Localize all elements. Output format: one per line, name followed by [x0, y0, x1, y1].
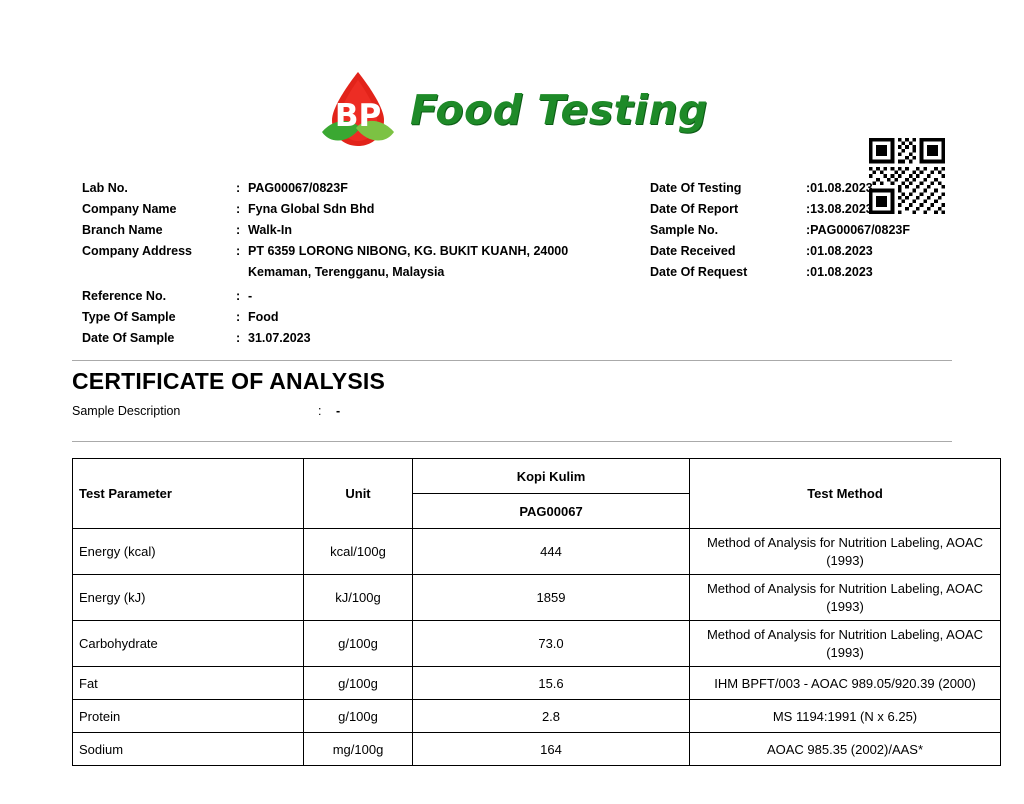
- cell-parameter: Energy (kJ): [73, 575, 304, 621]
- info-colon: :: [236, 244, 241, 258]
- column-header-test-parameter: Test Parameter: [73, 459, 304, 529]
- table-header-row: [73, 459, 1001, 494]
- info-label-type-of-sample: Type Of Sample: [82, 310, 176, 324]
- info-label-date-of-sample: Date Of Sample: [82, 331, 175, 345]
- document-header: [0, 60, 1024, 170]
- cell-parameter: Sodium: [73, 733, 304, 766]
- bp-droplet-leaf-icon: [312, 70, 404, 156]
- cell-parameter: Protein: [73, 700, 304, 733]
- divider-bottom: [72, 441, 952, 442]
- cell-parameter: Energy (kcal): [73, 529, 304, 575]
- results-table-body: [73, 529, 1001, 766]
- cell-result: 73.0: [413, 621, 690, 667]
- info-label-company-address: Company Address: [82, 244, 192, 258]
- cell-parameter: Fat: [73, 667, 304, 700]
- column-header-sample-code: PAG00067: [413, 494, 690, 529]
- info-value-date-of-report: :13.08.2023: [806, 202, 873, 216]
- info-value-company-address-line2: Kemaman, Terengganu, Malaysia: [248, 265, 445, 279]
- cell-result: 1859: [413, 575, 690, 621]
- cell-unit: g/100g: [304, 667, 413, 700]
- table-row: [73, 700, 1001, 733]
- sample-description-colon: :: [318, 404, 322, 418]
- logo-text: Food Testing: [410, 86, 708, 134]
- table-row: [73, 733, 1001, 766]
- results-table: [72, 458, 1001, 766]
- cell-unit: g/100g: [304, 700, 413, 733]
- info-label-sample-no: Sample No.: [650, 223, 719, 237]
- info-value-reference-no: -: [248, 289, 253, 303]
- cell-unit: mg/100g: [304, 733, 413, 766]
- cell-method: Method of Analysis for Nutrition Labeling, AOAC (1993): [690, 529, 1001, 575]
- cell-unit: kcal/100g: [304, 529, 413, 575]
- cell-method: MS 1194:1991 (N x 6.25): [690, 700, 1001, 733]
- info-colon: :: [236, 331, 241, 345]
- info-colon: :: [236, 310, 241, 324]
- info-label-reference-no: Reference No.: [82, 289, 167, 303]
- cell-method: AOAC 985.35 (2002)/AAS*: [690, 733, 1001, 766]
- info-colon: :: [236, 202, 241, 216]
- cell-method: IHM BPFT/003 - AOAC 989.05/920.39 (2000): [690, 667, 1001, 700]
- info-label-date-of-testing: Date Of Testing: [650, 181, 742, 195]
- cell-method: Method of Analysis for Nutrition Labeling, AOAC (1993): [690, 621, 1001, 667]
- cell-result: 444: [413, 529, 690, 575]
- divider-top: [72, 360, 952, 361]
- table-row: [73, 575, 1001, 621]
- page-title: CERTIFICATE OF ANALYSIS: [72, 368, 385, 394]
- info-colon: :: [236, 181, 241, 195]
- svg-text:BP: BP: [334, 98, 382, 134]
- cell-result: 15.6: [413, 667, 690, 700]
- info-label-date-received: Date Received: [650, 244, 736, 258]
- info-value-date-of-testing: :01.08.2023: [806, 181, 873, 195]
- info-value-lab-no: PAG00067/0823F: [248, 181, 348, 195]
- cell-result: 164: [413, 733, 690, 766]
- cell-parameter: Carbohydrate: [73, 621, 304, 667]
- info-value-sample-no: :PAG00067/0823F: [806, 223, 910, 237]
- column-header-unit: Unit: [304, 459, 413, 529]
- cell-unit: g/100g: [304, 621, 413, 667]
- info-value-date-received: :01.08.2023: [806, 244, 873, 258]
- column-header-sample-name: Kopi Kulim: [413, 459, 690, 494]
- results-table-head: [73, 459, 1001, 529]
- column-header-test-method: Test Method: [690, 459, 1001, 529]
- sample-description-value: -: [336, 404, 341, 418]
- table-row: [73, 621, 1001, 667]
- info-value-company-address: PT 6359 LORONG NIBONG, KG. BUKIT KUANH, 24000: [248, 244, 569, 258]
- info-label-date-of-report: Date Of Report: [650, 202, 739, 216]
- info-value-company-name: Fyna Global Sdn Bhd: [248, 202, 375, 216]
- company-logo: [312, 70, 712, 156]
- info-label-lab-no: Lab No.: [82, 181, 128, 195]
- info-value-date-of-request: :01.08.2023: [806, 265, 873, 279]
- info-label-date-of-request: Date Of Request: [650, 265, 748, 279]
- cell-unit: kJ/100g: [304, 575, 413, 621]
- cell-method: Method of Analysis for Nutrition Labeling, AOAC (1993): [690, 575, 1001, 621]
- table-row: [73, 667, 1001, 700]
- info-value-branch-name: Walk-In: [248, 223, 292, 237]
- info-colon: :: [236, 223, 241, 237]
- info-value-type-of-sample: Food: [248, 310, 279, 324]
- info-colon: :: [236, 289, 241, 303]
- table-row: [73, 529, 1001, 575]
- sample-description-label: Sample Description: [72, 404, 181, 418]
- cell-result: 2.8: [413, 700, 690, 733]
- info-label-company-name: Company Name: [82, 202, 177, 216]
- info-label-branch-name: Branch Name: [82, 223, 163, 237]
- info-value-date-of-sample: 31.07.2023: [248, 331, 311, 345]
